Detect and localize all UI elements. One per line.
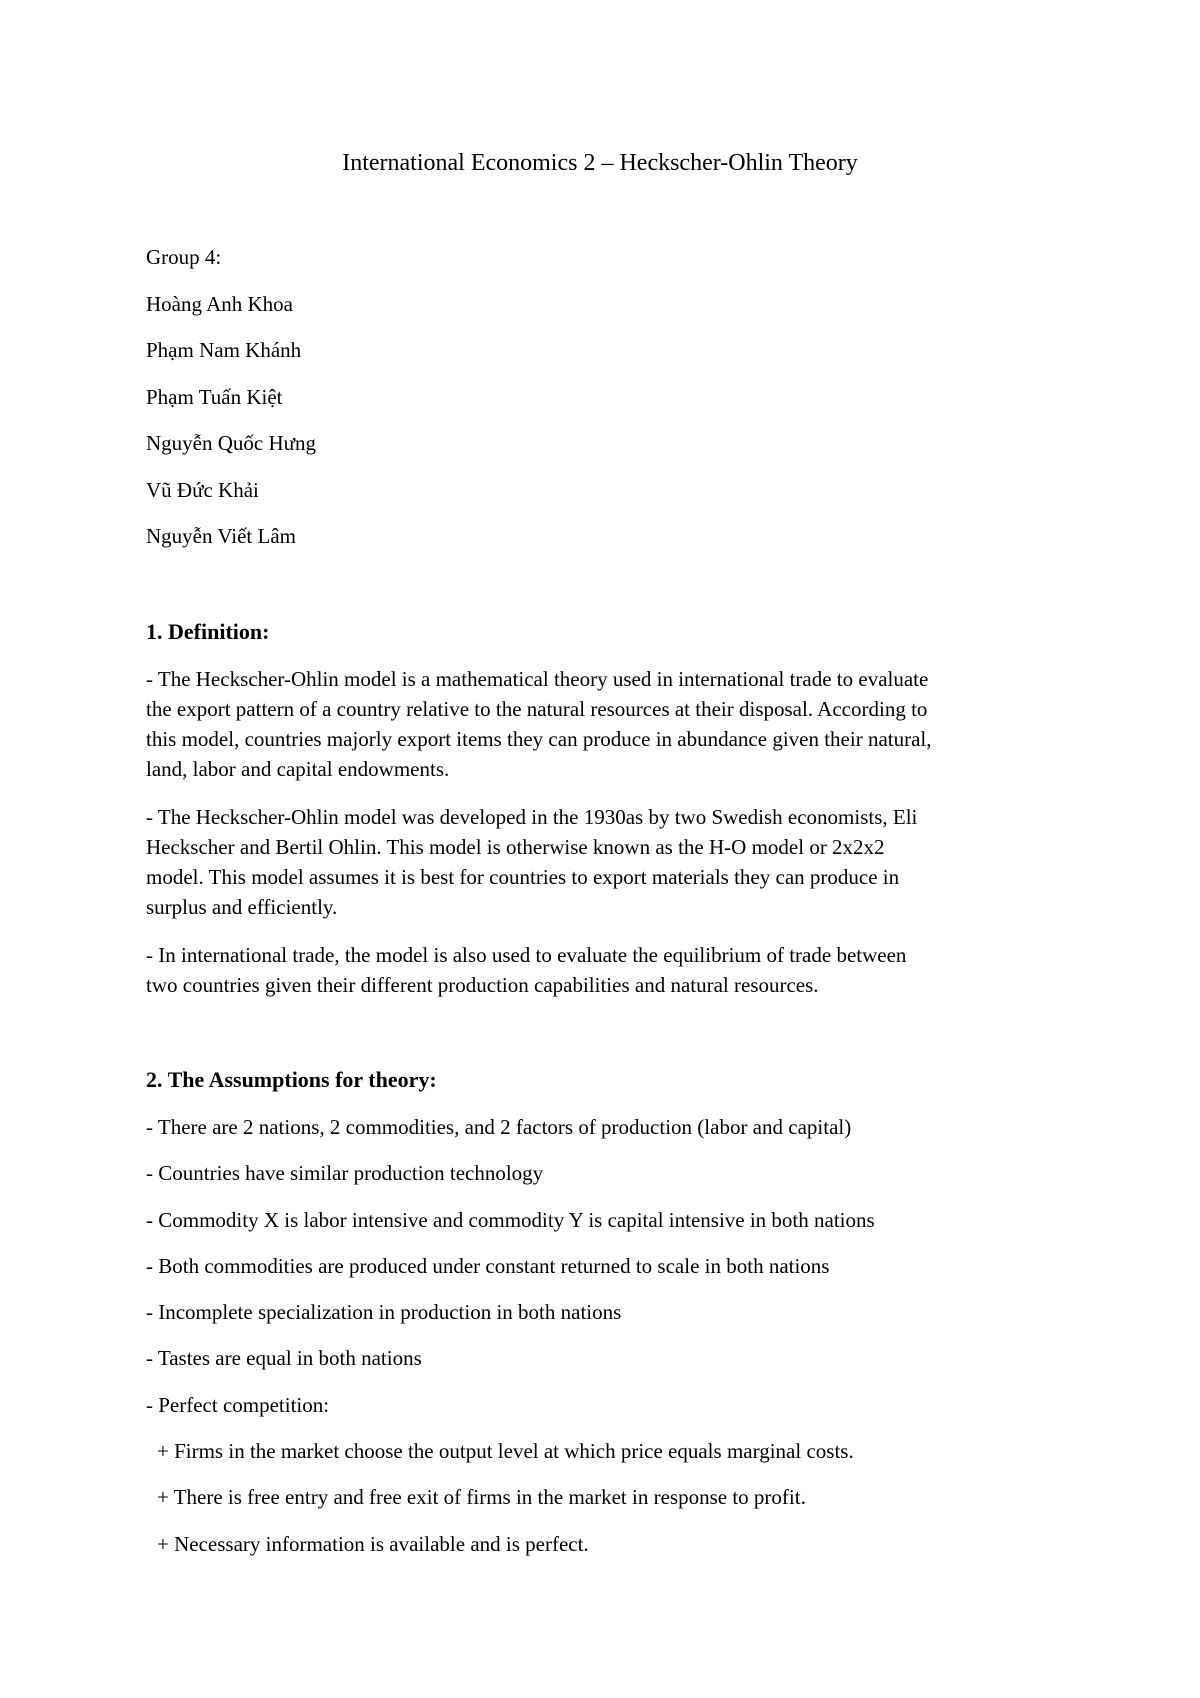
assumption-subitem: + Necessary information is available and is perfect.	[157, 1531, 589, 1556]
assumption-subitem: + There is free entry and free exit of firms in the market in response to profit.	[157, 1485, 806, 1510]
section-heading-definition: 1. Definition:	[146, 619, 270, 644]
paragraph-line: land, labor and capital endowments.	[146, 757, 450, 781]
paragraph-line: two countries given their different production capabilities and natural resources.	[146, 973, 819, 997]
member-name: Nguyễn Quốc Hưng	[146, 431, 317, 455]
member-name: Nguyễn Viết Lâm	[146, 524, 296, 548]
member-name: Hoàng Anh Khoa	[146, 291, 293, 316]
paragraph-line: - The Heckscher-Ohlin model was developed in the 1930as by two Swedish economists, Eli	[146, 805, 918, 829]
paragraph-line: - In international trade, the model is also used to evaluate the equilibrium of trade between	[146, 943, 907, 967]
paragraph-line: surplus and efficiently.	[146, 895, 338, 919]
paragraph-line: - The Heckscher-Ohlin model is a mathematical theory used in international trade to evaluate	[146, 667, 929, 691]
assumption-subitem: + Firms in the market choose the output level at which price equals marginal costs.	[157, 1439, 854, 1464]
section-heading-assumptions: 2. The Assumptions for theory:	[146, 1067, 437, 1092]
paragraph-line: model. This model assumes it is best for countries to export materials they can produce in	[146, 865, 900, 889]
assumption-item: - There are 2 nations, 2 commodities, and 2 factors of production (labor and capital)	[146, 1115, 852, 1139]
member-name: Phạm Tuấn Kiệt	[146, 384, 283, 409]
group-members	[146, 244, 316, 570]
definition-paragraph	[146, 664, 1066, 784]
paragraph-line: Heckscher and Bertil Ohlin. This model is otherwise known as the H-O model or 2x2x2	[146, 835, 885, 859]
assumption-item: - Perfect competition:	[146, 1392, 330, 1417]
paragraph-line: the export pattern of a country relative to the natural resources at their disposal. According to	[146, 697, 928, 721]
history-paragraph	[146, 802, 1066, 922]
assumption-item: - Incomplete specialization in production in both nations	[146, 1300, 622, 1325]
group-label: Group 4:	[146, 245, 222, 269]
trade-paragraph	[146, 940, 1066, 1000]
assumptions-list	[146, 1114, 875, 1577]
assumption-item: - Both commodities are produced under constant returned to scale in both nations	[146, 1253, 830, 1278]
member-name: Vũ Đức Khải	[146, 477, 259, 502]
paragraph-line: this model, countries majorly export items they can produce in abundance given their natural,	[146, 727, 932, 751]
assumption-item: - Commodity X is labor intensive and commodity Y is capital intensive in both nations	[146, 1207, 875, 1232]
document-title: International Economics 2 – Heckscher-Ohlin Theory	[342, 150, 858, 176]
member-name: Phạm Nam Khánh	[146, 338, 302, 362]
assumption-item: - Tastes are equal in both nations	[146, 1346, 422, 1371]
assumption-item: - Countries have similar production technology	[146, 1161, 544, 1186]
